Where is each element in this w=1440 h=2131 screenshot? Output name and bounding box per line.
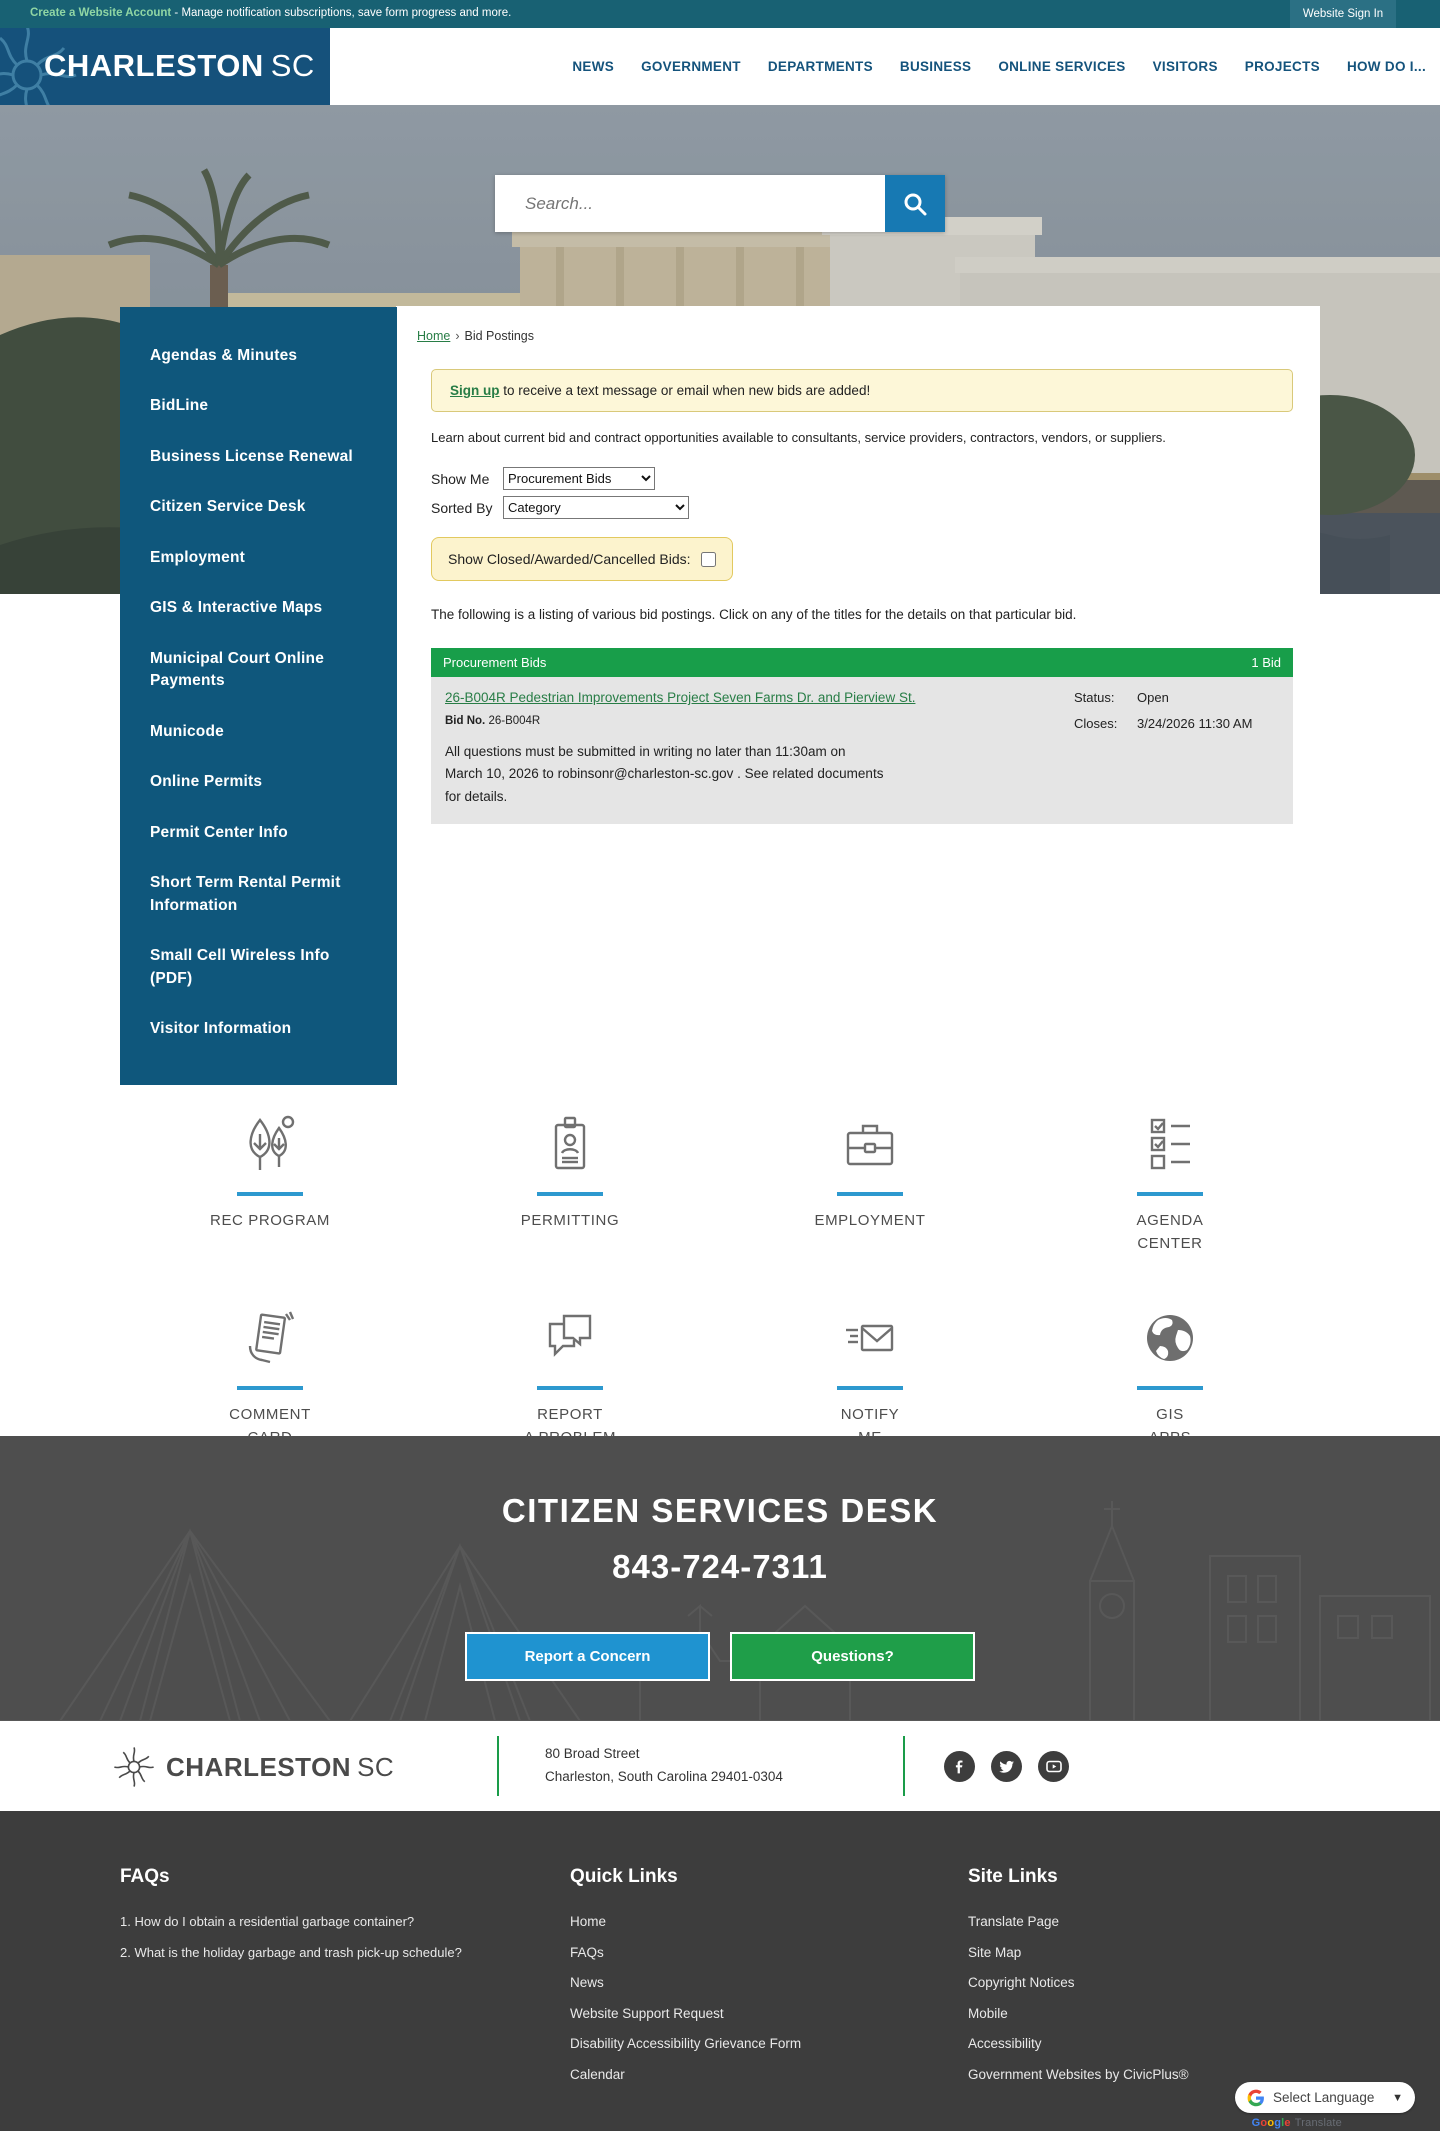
sidebar-item-business-license-renewal[interactable]: Business License Renewal (150, 447, 353, 465)
sidebar-item-municipal-court-online-payments[interactable]: Municipal Court Online Payments (150, 649, 325, 690)
site-link-translate-page[interactable]: Translate Page (968, 1914, 1060, 1929)
facebook-icon[interactable] (944, 1751, 975, 1782)
account-promo (30, 7, 511, 19)
sidebar-item-small-cell-wireless-info[interactable]: Small Cell Wireless Info (PDF) (150, 947, 330, 987)
bid-title-link[interactable]: 26-B004R Pedestrian Improvements Project Seven Farms Dr. and Pierview St. (445, 690, 916, 705)
nav-online-services[interactable]: ONLINE SERVICES (998, 59, 1126, 74)
youtube-icon[interactable] (1038, 1751, 1069, 1782)
footer-logo-text: CHARLESTON SC (166, 1751, 395, 1782)
signup-notice-text: to receive a text message or email when new bids are added! (499, 383, 871, 398)
bid-meta (1074, 690, 1252, 742)
site-link-government-websites-by-civicplus[interactable]: Government Websites by CivicPlus® (968, 2066, 1189, 2082)
questions-button[interactable]: Questions? (730, 1632, 975, 1681)
breadcrumb-separator: › (455, 329, 460, 343)
sorted-by-label: Sorted By (431, 499, 493, 516)
briefcase-icon (838, 1112, 902, 1176)
social-links (944, 1751, 1069, 1782)
sidebar-item-online-permits[interactable]: Online Permits (150, 773, 263, 791)
quick-link-permitting[interactable]: PERMITTING (420, 1098, 720, 1256)
footer-quick-links-column (570, 1866, 900, 2097)
bid-status-value: Open (1137, 690, 1169, 705)
breadcrumb-current: Bid Postings (464, 329, 534, 343)
sidebar-item-employment[interactable]: Employment (150, 548, 246, 566)
sign-up-link[interactable]: Sign up (450, 383, 500, 398)
nav-visitors[interactable]: VISITORS (1152, 59, 1218, 74)
site-link-accessibility[interactable]: Accessibility (968, 2036, 1042, 2051)
footer-site-links-column (968, 1866, 1298, 2097)
logo-text: CHARLESTON SC (44, 48, 315, 83)
divider (903, 1736, 905, 1796)
sidebar-item-bidline[interactable]: BidLine (150, 397, 209, 415)
bid-status-label: Status: (1074, 690, 1115, 705)
select-language-label: Select Language (1273, 2090, 1375, 2105)
icon-underline (537, 1386, 603, 1390)
site-link-site-map[interactable]: Site Map (968, 1944, 1022, 1960)
quick-link-notify-me[interactable]: NOTIFY (720, 1292, 1020, 1450)
divider (497, 1736, 499, 1796)
create-account-link[interactable]: Create a Website Account (30, 7, 172, 19)
icon-underline (1137, 1386, 1203, 1390)
icon-underline (837, 1386, 903, 1390)
top-utility-bar (0, 0, 1440, 28)
nav-news[interactable]: NEWS (572, 59, 615, 74)
bid-closes-value: 3/24/2026 11:30 AM (1137, 715, 1253, 731)
faqs-heading: FAQs (120, 1866, 170, 1887)
search-icon (902, 191, 928, 217)
show-me-select[interactable] (503, 467, 655, 490)
listing-note: The following is a listing of various bid postings. Click on any of the titles for the details on that particular bid. (431, 607, 1077, 622)
sidebar-item-short-term-rental-permit-information[interactable]: Short Term Rental Permit Information (150, 874, 341, 914)
quick-link-comment-card[interactable]: COMMENT (120, 1292, 420, 1450)
envelope-icon (838, 1306, 902, 1370)
quick-link-calendar[interactable]: Calendar (570, 2066, 625, 2082)
quick-links-grid (120, 1098, 1320, 1449)
citizen-services-phone: 843-724-7311 (612, 1548, 828, 1585)
main-navigation (572, 28, 1426, 105)
left-sidebar (120, 307, 397, 1085)
nav-government[interactable]: GOVERNMENT (641, 59, 741, 74)
globe-icon (1138, 1306, 1202, 1370)
quick-link-report-a-problem[interactable]: REPORT (420, 1292, 720, 1450)
id-badge-icon (538, 1112, 602, 1176)
sorted-by-select[interactable] (503, 496, 689, 519)
site-header (0, 28, 1440, 105)
show-me-row (431, 467, 1293, 490)
site-logo[interactable] (0, 28, 330, 105)
nav-how-do-i[interactable]: HOW DO I... (1346, 59, 1426, 74)
site-link-mobile[interactable]: Mobile (968, 2005, 1008, 2021)
icon-underline (837, 1192, 903, 1196)
footer-brand-band (0, 1721, 1440, 1811)
bid-number: Bid No. 26-B004R (445, 715, 541, 727)
footer-logo (112, 1743, 394, 1791)
bid-count: 1 Bid (1251, 655, 1281, 670)
search-button[interactable] (885, 175, 945, 232)
checklist-icon (1138, 1112, 1202, 1176)
quick-link-home[interactable]: Home (570, 1914, 607, 1929)
show-me-label: Show Me (431, 470, 490, 487)
sidebar-item-agendas-minutes[interactable]: Agendas & Minutes (150, 347, 298, 364)
show-closed-bids-checkbox[interactable] (701, 552, 716, 567)
quick-links-heading: Quick Links (570, 1866, 678, 1887)
content-panel (396, 306, 1320, 864)
website-sign-in-button[interactable]: Website Sign In (1290, 0, 1396, 28)
show-closed-bids-label: Show Closed/Awarded/Cancelled Bids: (448, 551, 691, 567)
trees-icon (238, 1112, 302, 1176)
google-logo-icon (1247, 2089, 1265, 2107)
quick-link-faqs[interactable]: FAQs (570, 1944, 604, 1960)
nav-business[interactable]: BUSINESS (899, 59, 972, 74)
breadcrumb (417, 329, 1293, 343)
select-language-dropdown[interactable] (1235, 2082, 1415, 2113)
palmetto-icon (112, 1743, 156, 1791)
quick-link-rec-program[interactable]: REC PROGRAM (120, 1098, 420, 1256)
chevron-down-icon: ▼ (1392, 2091, 1403, 2104)
quick-link-employment[interactable]: EMPLOYMENT (720, 1098, 1020, 1256)
site-links-heading: Site Links (968, 1866, 1058, 1887)
intro-text: Learn about current bid and contract opportunities available to consultants, service providers, contractors, vendors, or suppliers. (431, 430, 1166, 445)
sidebar-item-citizen-service-desk[interactable]: Citizen Service Desk (150, 498, 306, 516)
site-search (495, 175, 945, 232)
quick-link-news[interactable]: News (570, 1975, 604, 1990)
citizen-services-band (0, 1436, 1440, 1721)
sidebar-item-visitor-information[interactable]: Visitor Information (150, 1020, 292, 1038)
footer (0, 1811, 1440, 2131)
faq-item[interactable]: 2. What is the holiday garbage and trash pick-up schedule? (120, 1945, 462, 1960)
sidebar-item-gis-interactive-maps[interactable]: GIS & Interactive Maps (150, 599, 323, 617)
bid-table (431, 648, 1293, 824)
signup-notice (431, 369, 1293, 412)
report-a-concern-button[interactable]: Report a Concern (465, 1632, 710, 1681)
nav-departments[interactable]: DEPARTMENTS (767, 59, 873, 74)
bid-table-header (431, 648, 1293, 677)
site-link-copyright-notices[interactable]: Copyright Notices (968, 1975, 1075, 1990)
nav-projects[interactable]: PROJECTS (1244, 59, 1320, 74)
footer-address: 80 Broad Street Charleston, South Carolina 29401-0304 (545, 1746, 783, 1784)
quick-link-website-support-request[interactable]: Website Support Request (570, 2005, 724, 2021)
speech-bubbles-icon (538, 1306, 602, 1370)
footer-faqs-column (120, 1866, 520, 1976)
citizen-services-title: CITIZEN SERVICES DESK (501, 1492, 939, 1529)
quick-link-agenda-center[interactable]: AGENDA CENTER (1020, 1098, 1320, 1256)
bid-row (431, 677, 1293, 824)
twitter-icon[interactable] (991, 1751, 1022, 1782)
icon-underline (237, 1192, 303, 1196)
bid-category-title: Procurement Bids (443, 655, 547, 670)
comment-card-icon (238, 1306, 302, 1370)
quick-link-disability-accessibility-grievance-form[interactable]: Disability Accessibility Grievance Form (570, 2036, 802, 2051)
sorted-by-row (431, 496, 1293, 519)
bid-description: All questions must be submitted in writing no later than 11:30am on March 10, 2026 to robinsonr@charleston-sc.gov . See related documents for details. (445, 744, 884, 804)
bid-closes-label: Closes: (1074, 715, 1118, 731)
sidebar-item-permit-center-info[interactable]: Permit Center Info (150, 823, 288, 841)
sidebar-item-municode[interactable]: Municode (150, 722, 224, 740)
google-translate-attribution: Google Translate (1251, 2117, 1342, 2129)
show-closed-bids-box (431, 537, 733, 581)
icon-underline (537, 1192, 603, 1196)
icon-underline (237, 1386, 303, 1390)
icon-underline (1137, 1192, 1203, 1196)
quick-link-gis-apps[interactable]: GIS (1020, 1292, 1320, 1450)
account-promo-text: - Manage notification subscriptions, save form progress and more. (171, 7, 512, 19)
breadcrumb-home-link[interactable]: Home (417, 329, 451, 343)
faq-item[interactable]: 1. How do I obtain a residential garbage container? (120, 1914, 415, 1929)
search-input[interactable] (495, 175, 885, 232)
